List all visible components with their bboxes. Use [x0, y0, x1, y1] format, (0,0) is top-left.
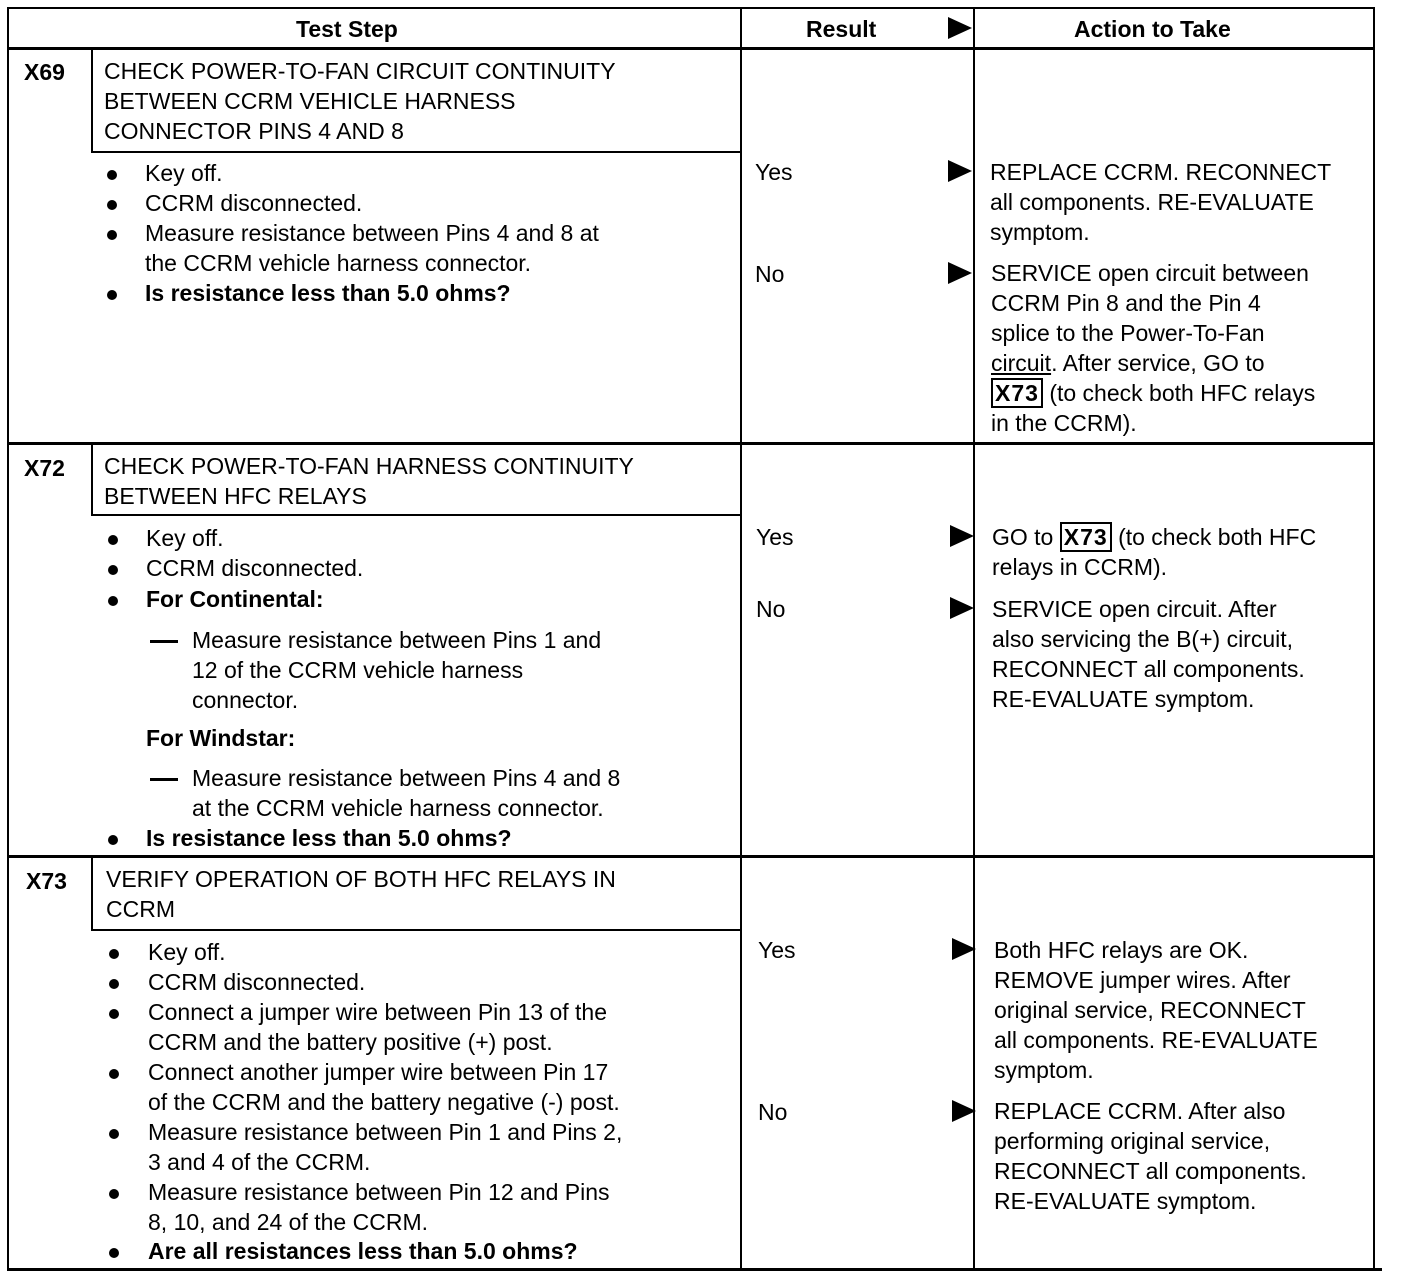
bullet-icon: [109, 949, 119, 959]
step-ref-x73[interactable]: X73: [991, 378, 1043, 408]
table-top-border: [7, 7, 1375, 9]
action-text-line: RECONNECT all components.: [994, 1158, 1307, 1184]
step-id-x69: X69: [24, 59, 65, 85]
header-test-step: Test Step: [296, 16, 398, 42]
result-arrow-icon: [952, 938, 976, 960]
step-bullet-text: Connect another jumper wire between Pin 17: [148, 1059, 609, 1085]
step-title-line: CHECK POWER-TO-FAN CIRCUIT CONTINUITY: [104, 58, 616, 84]
step-bullet-text: Key off.: [148, 939, 226, 965]
step-bullet-text: 8, 10, and 24 of the CCRM.: [148, 1209, 428, 1235]
step-question: Is resistance less than 5.0 ohms?: [146, 825, 512, 851]
col-divider-action: [973, 7, 975, 1271]
action-text-line: [991, 378, 1315, 408]
bullet-icon: [109, 1129, 119, 1139]
table-right-border: [1373, 7, 1375, 1271]
step-bullet-text: Key off.: [145, 160, 223, 186]
action-text-line: also servicing the B(+) circuit,: [992, 626, 1294, 652]
bullet-icon: [109, 1069, 119, 1079]
result-no: No: [756, 596, 786, 622]
action-text-line: CCRM Pin 8 and the Pin 4: [991, 290, 1261, 316]
result-arrow-icon: [950, 525, 974, 547]
title-divider-2: [91, 514, 740, 516]
action-text-line: RECONNECT all components.: [992, 656, 1305, 682]
underlined-word: circuit: [991, 350, 1052, 376]
step-question: Are all resistances less than 5.0 ohms?: [148, 1238, 578, 1264]
action-text-line: SERVICE open circuit. After: [992, 596, 1277, 622]
step-title-line: VERIFY OPERATION OF BOTH HFC RELAYS IN: [106, 866, 616, 892]
step-bullet-text: 3 and 4 of the CCRM.: [148, 1149, 371, 1175]
result-yes: Yes: [758, 937, 796, 963]
bullet-icon: [108, 565, 118, 575]
action-text-line: original service, RECONNECT: [994, 997, 1306, 1023]
action-text-line: REMOVE jumper wires. After: [994, 967, 1291, 993]
action-text-fragment: . After service, GO to: [1051, 350, 1265, 376]
action-text-line: all components. RE-EVALUATE: [994, 1027, 1318, 1053]
result-arrow-icon: [952, 1100, 976, 1122]
action-text-fragment: GO to: [992, 524, 1060, 550]
bullet-icon: [109, 1189, 119, 1199]
step-bullet-text: CCRM disconnected.: [146, 555, 364, 581]
action-text-line: RE-EVALUATE symptom.: [992, 686, 1255, 712]
action-text-line: Both HFC relays are OK.: [994, 937, 1249, 963]
step-bullet-text: Key off.: [146, 525, 224, 551]
step-bullet-text: 12 of the CCRM vehicle harness: [192, 657, 524, 683]
header-action: Action to Take: [1074, 16, 1231, 42]
step-title-line: BETWEEN CCRM VEHICLE HARNESS: [104, 88, 516, 114]
action-text-line: splice to the Power-To-Fan: [991, 320, 1265, 346]
bullet-icon: [109, 1009, 119, 1019]
dash-icon: [150, 640, 178, 643]
row-divider-2: [7, 855, 1375, 858]
step-title-line: CONNECTOR PINS 4 AND 8: [104, 118, 404, 144]
action-text-line: [991, 348, 1265, 378]
bullet-icon: [107, 230, 117, 240]
step-question: Is resistance less than 5.0 ohms?: [145, 280, 511, 306]
step-title-line: CHECK POWER-TO-FAN HARNESS CONTINUITY: [104, 453, 634, 479]
bullet-icon: [109, 1248, 119, 1258]
result-no: No: [758, 1099, 788, 1125]
id-divider-3: [91, 858, 93, 930]
step-bullet-text: CCRM disconnected.: [148, 969, 366, 995]
id-divider-2: [91, 445, 93, 515]
bullet-icon: [107, 200, 117, 210]
step-bullet-text: CCRM and the battery positive (+) post.: [148, 1029, 553, 1055]
table-left-border: [7, 7, 9, 1271]
bullet-icon: [108, 535, 118, 545]
table-bottom-border: [7, 1268, 1382, 1271]
title-divider-3: [91, 929, 740, 931]
step-bullet-text: Measure resistance between Pins 1 and: [192, 627, 602, 653]
step-bullet-text: Measure resistance between Pins 4 and 8 at: [145, 220, 599, 246]
vehicle-label: For Windstar:: [146, 725, 296, 751]
action-text-line: relays in CCRM).: [992, 554, 1168, 580]
result-no: No: [755, 261, 785, 287]
result-yes: Yes: [756, 524, 794, 550]
result-arrow-icon: [948, 160, 972, 182]
step-bullet-text: at the CCRM vehicle harness connector.: [192, 795, 604, 821]
header-arrow-icon: [948, 17, 972, 39]
bullet-icon: [109, 979, 119, 989]
action-text-line: SERVICE open circuit between: [991, 260, 1309, 286]
action-text-line: REPLACE CCRM. After also: [994, 1098, 1286, 1124]
dash-icon: [150, 778, 178, 781]
step-bullet-text: of the CCRM and the battery negative (-) post.: [148, 1089, 620, 1115]
step-bullet-text: Measure resistance between Pin 12 and Pins: [148, 1179, 610, 1205]
col-divider-result: [740, 7, 742, 1271]
step-title-line: CCRM: [106, 896, 175, 922]
action-text-line: REPLACE CCRM. RECONNECT: [990, 159, 1332, 185]
step-bullet-text: CCRM disconnected.: [145, 190, 363, 216]
bullet-icon: [108, 835, 118, 845]
step-bullet-text: connector.: [192, 687, 299, 713]
step-title-line: BETWEEN HFC RELAYS: [104, 483, 367, 509]
step-ref-x73[interactable]: X73: [1060, 522, 1112, 552]
bullet-icon: [108, 596, 118, 606]
action-text-line: in the CCRM).: [991, 410, 1137, 436]
action-text-line: RE-EVALUATE symptom.: [994, 1188, 1257, 1214]
step-bullet-text: the CCRM vehicle harness connector.: [145, 250, 532, 276]
step-bullet-text: Measure resistance between Pins 4 and 8: [192, 765, 621, 791]
row-divider-1: [7, 442, 1375, 445]
action-text-line: [992, 522, 1316, 552]
result-arrow-icon: [948, 262, 972, 284]
step-id-x73: X73: [26, 868, 67, 894]
title-divider-1: [91, 151, 740, 153]
bullet-icon: [107, 290, 117, 300]
result-arrow-icon: [950, 597, 974, 619]
header-result: Result: [806, 16, 877, 42]
header-bottom-border: [7, 47, 1375, 50]
action-text-line: symptom.: [990, 219, 1090, 245]
bullet-icon: [107, 170, 117, 180]
action-text-line: symptom.: [994, 1057, 1094, 1083]
step-bullet-text: Connect a jumper wire between Pin 13 of the: [148, 999, 607, 1025]
result-yes: Yes: [755, 159, 793, 185]
step-bullet-text: Measure resistance between Pin 1 and Pins 2,: [148, 1119, 623, 1145]
vehicle-label: For Continental:: [146, 586, 324, 612]
action-text-line: all components. RE-EVALUATE: [990, 189, 1314, 215]
action-text-fragment: (to check both HFC relays: [1042, 380, 1316, 406]
action-text-fragment: (to check both HFC: [1111, 524, 1317, 550]
step-id-x72: X72: [24, 455, 65, 481]
id-divider-1: [91, 50, 93, 152]
action-text-line: performing original service,: [994, 1128, 1271, 1154]
